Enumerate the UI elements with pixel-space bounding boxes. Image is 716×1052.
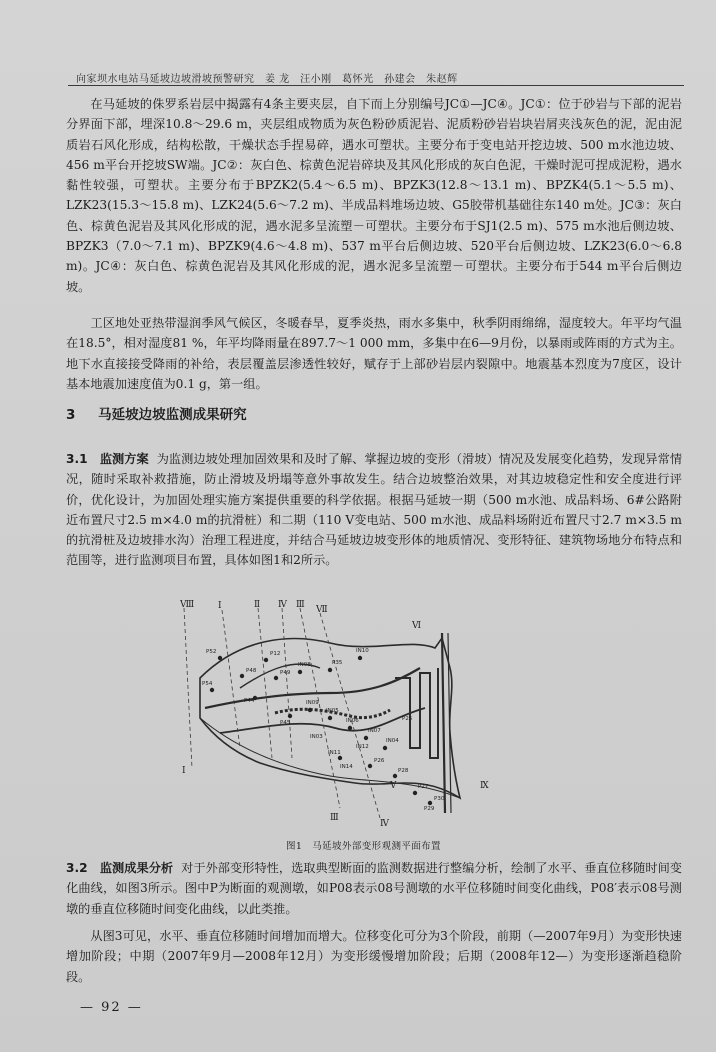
svg-text:IN03: IN03	[310, 734, 323, 740]
svg-text:P48: P48	[246, 668, 257, 674]
svg-text:P29: P29	[424, 806, 435, 812]
road	[448, 633, 451, 813]
subsection-3-2	[66, 858, 682, 919]
svg-text:IN09: IN09	[306, 700, 319, 706]
svg-text:Ⅰ: Ⅰ	[218, 601, 222, 611]
svg-text:Ⅲ: Ⅲ	[296, 600, 305, 610]
svg-text:P54: P54	[202, 681, 213, 687]
paragraph-text	[66, 449, 682, 571]
svg-text:P25: P25	[402, 716, 413, 722]
svg-text:P26: P26	[374, 758, 385, 764]
svg-text:P28: P28	[398, 768, 409, 774]
running-header: 向家坝水电站马延坡边坡滑坡预警研究 姜 龙 汪小刚 葛怀光 孙建会 朱赵辉	[76, 74, 458, 85]
paragraph-text: 从图3可见，水平、垂直位移随时间增加而增大。位移变化可分为3个阶段，前期（—2007年9月）为变形快速增加阶段；中期（2007年9月—2008年12月）为变形缓慢增加阶段；后期（2008年12—）为变形逐渐趋稳阶段。	[66, 929, 682, 984]
svg-text:P12: P12	[270, 651, 281, 657]
paragraph-stages	[66, 926, 682, 987]
svg-text:P44: P44	[244, 698, 255, 704]
svg-text:IN11: IN11	[328, 750, 341, 756]
subsection-3-1	[66, 449, 682, 571]
svg-text:P52: P52	[206, 649, 217, 655]
svg-text:IN14: IN14	[340, 764, 353, 770]
subsection-lead: 3.1 监测方案	[66, 452, 149, 466]
svg-text:IN04: IN04	[386, 738, 399, 744]
svg-text:Ⅳ: Ⅳ	[278, 600, 287, 610]
section-heading-3	[66, 403, 247, 423]
svg-text:P45: P45	[280, 720, 291, 726]
subsection-lead: 3.2 监测成果分析	[66, 861, 174, 875]
paragraph-interlayers	[66, 94, 682, 297]
svg-text:Ⅴ: Ⅴ	[390, 781, 397, 791]
section-line	[282, 608, 292, 758]
section-number: 3	[66, 407, 76, 423]
svg-text:P35: P35	[332, 660, 343, 666]
svg-text:Ⅷ: Ⅷ	[180, 600, 195, 610]
section-line	[184, 608, 192, 768]
svg-text:IN08: IN08	[298, 662, 311, 668]
road	[442, 633, 445, 813]
svg-text:IN05: IN05	[326, 708, 339, 714]
svg-text:P27: P27	[418, 784, 429, 790]
page-number: — 92 —	[80, 1000, 143, 1015]
svg-text:Ⅵ: Ⅵ	[412, 621, 422, 631]
switchback	[395, 668, 438, 758]
svg-text:IN12: IN12	[356, 744, 369, 750]
figure-1-caption: 图1 马延坡外部变形观测平面布置	[286, 841, 441, 852]
svg-text:Ⅱ: Ⅱ	[254, 600, 261, 610]
subsection-body: 对于外部变形特性，选取典型断面的监测数据进行整编分析，绘制了水平、垂直位移随时间变化曲线，如图3所示。图中P为断面的观测墩，如P08表示08号测墩的水平位移随时间变化曲线，P08′表示08号测墩的垂直位移随时间变化曲线，以此类推。	[66, 861, 682, 916]
section-line	[258, 608, 272, 758]
svg-text:IN10: IN10	[356, 648, 369, 654]
figure-1-map	[180, 598, 500, 830]
svg-text:Ⅶ: Ⅶ	[316, 605, 328, 615]
paragraph-climate	[66, 313, 682, 394]
svg-text:Ⅸ: Ⅸ	[480, 781, 489, 791]
svg-text:IN06: IN06	[346, 718, 359, 724]
svg-text:Ⅲ: Ⅲ	[330, 813, 339, 823]
svg-text:Ⅳ: Ⅳ	[380, 819, 389, 829]
svg-text:IN07: IN07	[368, 728, 381, 734]
subsection-body: 为监测边坡处理加固效果和及时了解、掌握边坡的变形（滑坡）情况及发展变化趋势，发现异常情况，随时采取补救措施，防止滑坡及坍塌等意外事故发生。结合边坡整治效果，对其边坡稳定性和安全度进行评价，优化设计，为加固处理实施方案提供重要的科学依据。根据马延坡一期（500 m水池、成品料场、6#公路附近布置尺寸2.5 m×4.0 m的抗滑桩）和二期（110 V变电站、500 m水池、成品料场附近布置尺寸2.7 m×3.5 m的抗滑桩及边坡排水沟）治理工程进度，并结合马延坡边坡变形体的地质情况、变形特征、建筑物场地分布特点和范围等，进行监测项目布置，具体如图1和2所示。	[66, 452, 683, 568]
section-title: 马延坡边坡监测成果研究	[98, 407, 247, 423]
paragraph-text	[66, 858, 682, 919]
svg-text:Ⅰ: Ⅰ	[182, 766, 186, 776]
svg-text:P30: P30	[434, 796, 445, 802]
paragraph-text: 在马延坡的侏罗系岩层中揭露有4条主要夹层，自下而上分别编号JC①—JC④。JC①：位于砂岩与下部的泥岩分界面下部，埋深10.8～29.6 m，夹层组成物质为灰色粉砂质泥岩、泥质粉砂岩岩块岩屑夹浅灰色的泥，泥由泥质岩石风化形成，结构松散，干燥状态手捏易碎，遇水可塑状。主要分布于变电站开挖边坡、500 m水池边坡、456 m平台开挖坡SW端。JC②：灰白色、棕黄色泥岩碎块及其风化形成的灰白色泥，干燥时泥可捏成泥粉，遇水黏性较强，可塑状。主要分布于BPZK2(5.4～6.5 m)、BPZK3(12.8～13.1 m)、BPZK4(5.1～5.5 m)、LZK23(15.3～15.8 m)、LZK24(5.6～7.2 m)、半成品料堆场边坡、G5胶带机基础往东140 m处。JC③：灰白色、棕黄色泥岩及其风化形成的泥，遇水泥多呈流塑－可塑状。主要分布于SJ1(2.5 m)、575 m水池后侧边坡、BPZK3（7.0～7.1 m)、BPZK9(4.6～4.8 m)、537 m平台后侧边坡、520平台后侧边坡、LZK23(6.0～6.8 m)。JC④：灰白色、棕黄色泥岩及其风化形成的泥，遇水泥多呈流塑－可塑状。主要分布于544 m平台后侧边坡。	[66, 97, 682, 294]
paragraph-text: 工区地处亚热带湿润季风气候区，冬暖春旱，夏季炎热，雨水多集中，秋季阴雨绵绵，湿度较大。年平均气温在18.5°，相对湿度81 %，年平均降雨量在897.7～1 000 mm，多集中在6—9月份，以暴雨或阵雨的方式为主。地下水直接接受降雨的补给，表层覆盖层渗透性较好，赋存于上部砂岩层内裂隙中。地震基本烈度为7度区，设计基本地震加速度值为0.1 g，第一组。	[66, 316, 682, 391]
svg-text:P49: P49	[280, 670, 291, 676]
header-rule	[68, 85, 684, 86]
section-line	[222, 610, 240, 748]
